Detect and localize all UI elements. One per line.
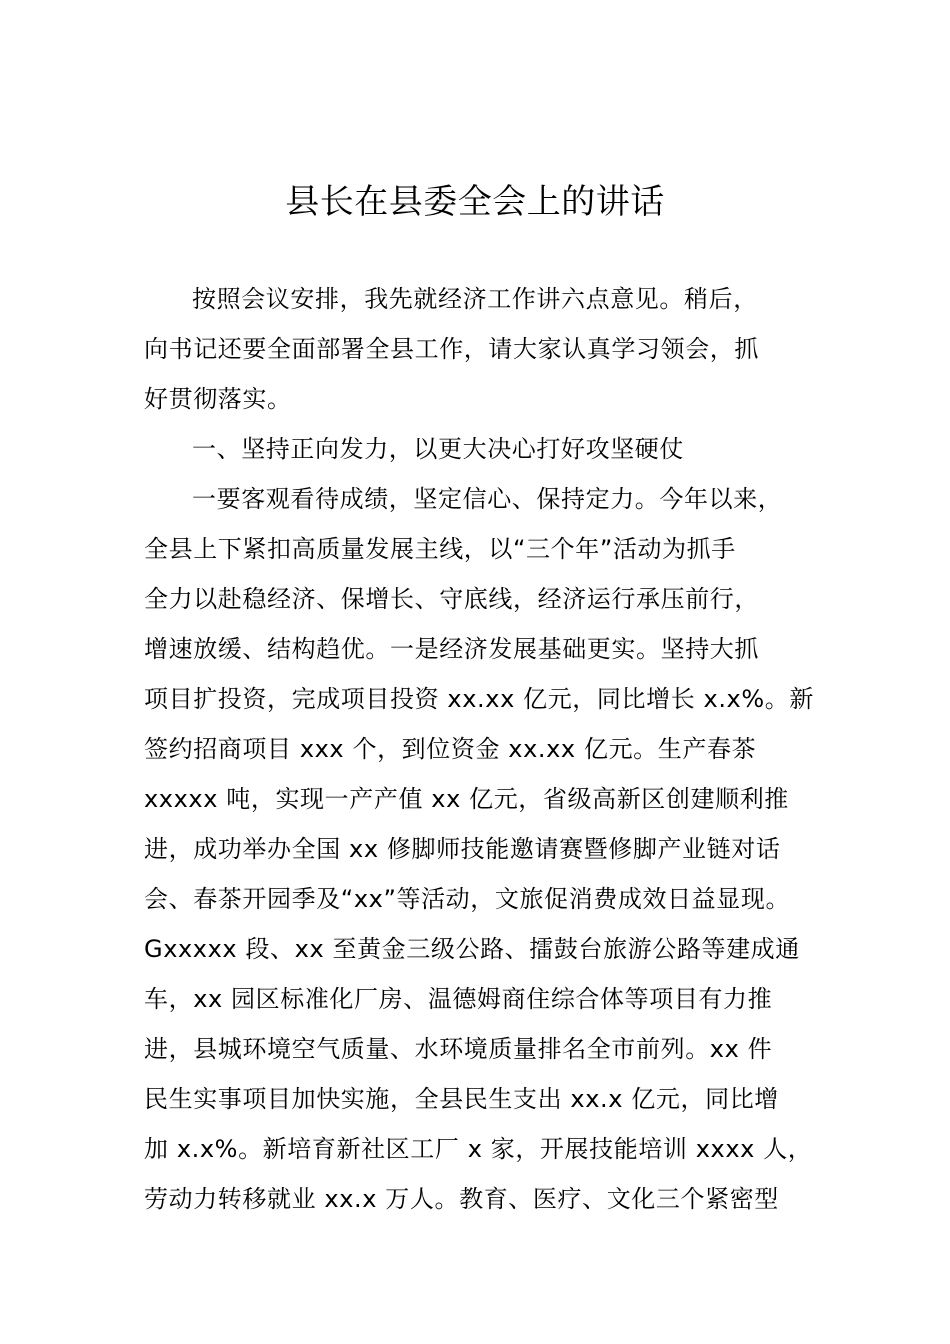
paragraph-line: 全县上下紧扣高质量发展主线，以“三个年”活动为抓手 [144,535,736,563]
paragraph-line: 一要客观看待成绩，坚定信心、保持定力。今年以来， [192,485,783,513]
paragraph-line: 民生实事项目加快实施，全县民生支出 xx.x 亿元，同比增 [144,1085,779,1113]
paragraph-line: 签约招商项目 xxx 个，到位资金 xx.xx 亿元。生产春茶 [144,735,757,763]
paragraph-line: 项目扩投资，完成项目投资 xx.xx 亿元，同比增长 x.x%。新 [144,685,814,713]
paragraph-line: 增速放缓、结构趋优。一是经济发展基础更实。坚持大抓 [144,635,759,663]
paragraph-line: 进，成功举办全国 xx 修脚师技能邀请赛暨修脚产业链对话 [144,835,781,863]
paragraph-line: 好贯彻落实。 [144,385,292,413]
paragraph-line: 向书记还要全面部署全县工作，请大家认真学习领会，抓 [144,335,759,363]
document-title: 县长在县委全会上的讲话 [285,182,665,222]
paragraph-line: 按照会议安排，我先就经济工作讲六点意见。稍后， [192,285,758,313]
paragraph-line: 全力以赴稳经济、保增长、守底线，经济运行承压前行， [144,585,759,613]
paragraph-line: 进，县城环境空气质量、水环境质量排名全市前列。xx 件 [144,1035,773,1063]
paragraph-line: 加 x.x%。新培育新社区工厂 x 家，开展技能培训 xxxx 人， [144,1135,813,1163]
paragraph-line: 车，xx 园区标准化厂房、温德姆商住综合体等项目有力推 [144,985,773,1013]
paragraph-line: xxxxx 吨，实现一产产值 xx 亿元，省级高新区创建顺利推 [144,785,789,813]
paragraph-line: 劳动力转移就业 xx.x 万人。教育、医疗、文化三个紧密型 [144,1185,779,1213]
paragraph-line: Gxxxxx 段、xx 至黄金三级公路、擂鼓台旅游公路等建成通 [144,935,800,963]
section-heading: 一、坚持正向发力，以更大决心打好攻坚硬仗 [192,435,684,463]
paragraph-line: 会、春茶开园季及“xx”等活动，文旅促消费成效日益显现。 [144,885,791,913]
